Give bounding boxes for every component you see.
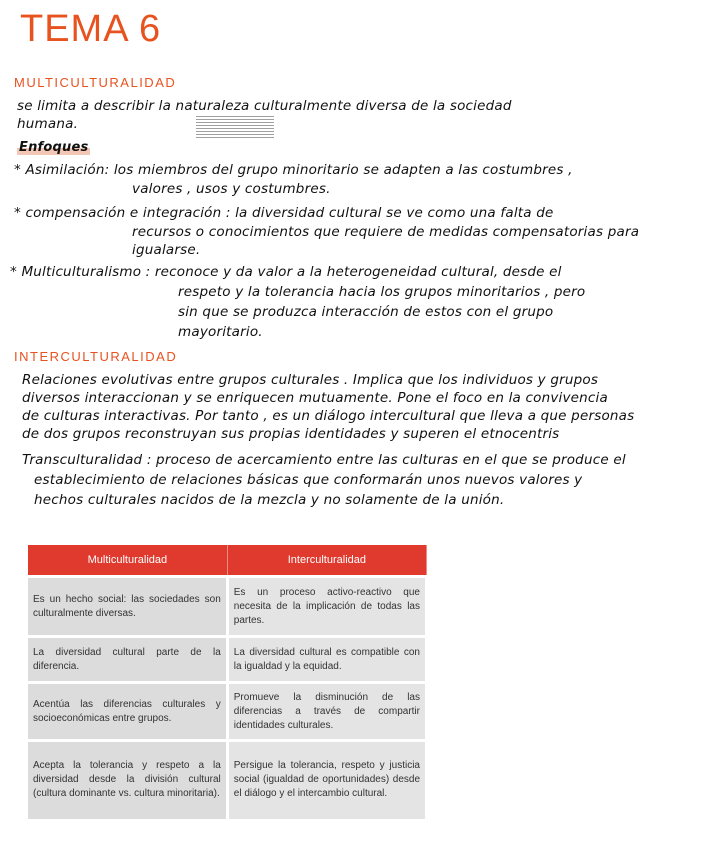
table-row: [28, 683, 427, 741]
table-cell: La diversidad cultural parte de la diferencia.: [28, 637, 227, 683]
inter-line-3: de culturas interactivas. Por tanto , es un diálogo intercultural que lleva a que personas: [22, 408, 635, 424]
multiculturalismo-line-2: respeto y la tolerancia hacia los grupos minoritarios , pero: [178, 284, 586, 300]
scribbled-note: [196, 114, 274, 138]
header-interculturalidad: Interculturalidad: [227, 545, 426, 577]
page-title: TEMA 6: [20, 8, 162, 50]
comparison-table: [28, 545, 428, 819]
multiculturalismo-line-4: mayoritario.: [178, 324, 263, 340]
multi-line-1: se limita a describir la naturaleza culturalmente diversa de la sociedad: [17, 98, 512, 114]
compensacion-line-3: igualarse.: [132, 242, 201, 258]
compensacion-line-2: recursos o conocimientos que requiere de medidas compensatorias para: [132, 224, 640, 240]
multiculturalismo-line-1: * Multiculturalismo : reconoce y da valor a la heterogeneidad cultural, desde el: [10, 264, 562, 280]
inter-line-1: Relaciones evolutivas entre grupos culturales . Implica que los individuos y grupos: [22, 372, 599, 388]
table-cell: Persigue la tolerancia, respeto y justicia social (igualdad de oportunidades) desde el diálogo y el intercambio cultural.: [227, 741, 426, 819]
compensacion-line-1: * compensación e integración : la diversidad cultural se ve como una falta de: [14, 205, 554, 221]
interculturalidad-heading: INTERCULTURALIDAD: [14, 349, 178, 364]
asimilacion-line-1: * Asimilación: los miembros del grupo minoritario se adapten a las costumbres ,: [14, 162, 573, 178]
header-multiculturalidad: Multiculturalidad: [28, 545, 227, 577]
inter-line-4: de dos grupos reconstruyan sus propias identidades y superen el etnocentris: [22, 426, 560, 442]
multi-line-2: humana.: [17, 116, 79, 132]
multiculturalismo-line-3: sin que se produzca interacción de estos con el grupo: [178, 304, 554, 320]
inter-line-2: diversos interaccionan y se enriquecen mutuamente. Pone el foco en la convivencia: [22, 390, 608, 406]
multiculturalidad-heading: MULTICULTURALIDAD: [14, 75, 177, 90]
trans-line-3: hechos culturales nacidos de la mezcla y no solamente de la unión.: [34, 492, 505, 508]
table-row: [28, 577, 427, 637]
table-cell: La diversidad cultural es compatible con la igualdad y la equidad.: [227, 637, 426, 683]
table-row: [28, 741, 427, 819]
asimilacion-line-2: valores , usos y costumbres.: [132, 181, 331, 197]
table-cell: Acentúa las diferencias culturales y socioeconómicas entre grupos.: [28, 683, 227, 741]
enfoques-label: Enfoques: [19, 140, 89, 155]
table-cell: Acepta la tolerancia y respeto a la diversidad desde la división cultural (cultura dominante vs. cultura minoritaria).: [28, 741, 227, 819]
trans-line-2: establecimiento de relaciones básicas que conformarán unos nuevos valores y: [34, 472, 583, 488]
table-row: [28, 637, 427, 683]
table-cell: Es un proceso activo-reactivo que necesita de la implicación de todas las partes.: [227, 577, 426, 637]
trans-line-1: Transculturalidad : proceso de acercamiento entre las culturas en el que se produce el: [22, 452, 626, 468]
table-cell: Es un hecho social: las sociedades son culturalmente diversas.: [28, 577, 227, 637]
table-cell: Promueve la disminución de las diferencias a través de compartir identidades culturales.: [227, 683, 426, 741]
